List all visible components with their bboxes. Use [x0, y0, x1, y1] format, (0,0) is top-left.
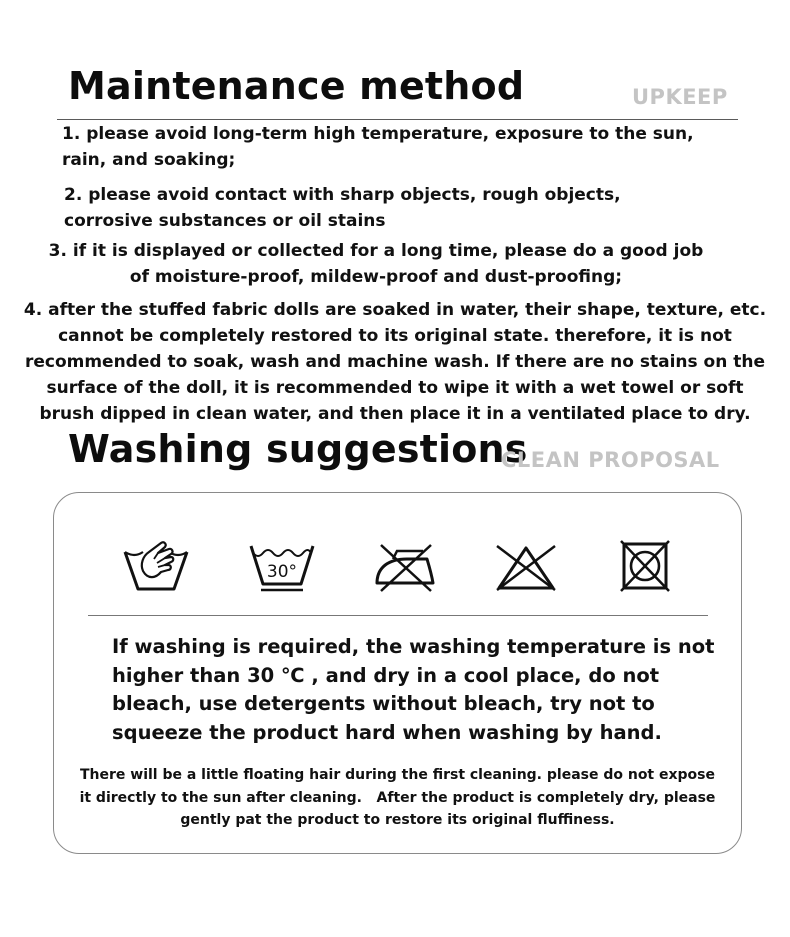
item-line: recommended to soak, wash and machine wash. If there are no stains on the [24, 352, 766, 372]
item-line: 4. after the stuffed fabric dolls are soaked in water, their shape, texture, etc. [23, 300, 767, 320]
wash-temp-label: 30° [266, 562, 298, 582]
washing-main-text [112, 633, 714, 747]
maintenance-divider [57, 119, 738, 120]
item-line: corrosive substances or oil stains [64, 211, 386, 231]
note-line: There will be a little floating hair during the first cleaning. please do not expose [79, 767, 715, 783]
item-line: 2. please avoid contact with sharp objects, rough objects, [64, 185, 621, 205]
main-line: If washing is required, the washing temperature is not [112, 635, 715, 658]
item-line: of moisture-proof, mildew-proof and dust-proofing; [129, 267, 623, 287]
do-not-iron-icon [373, 541, 437, 593]
washing-note [53, 764, 742, 832]
main-line: squeeze the product hard when washing by hand. [112, 720, 662, 744]
maintenance-item-3 [0, 238, 752, 290]
item-line: cannot be completely restored to its original state. therefore, it is not [58, 326, 732, 346]
washing-title: Washing suggestions [68, 427, 528, 471]
item-line: brush dipped in clean water, and then place it in a ventilated place to dry. [39, 404, 751, 424]
item-line: 3. if it is displayed or collected for a long time, please do a good job [48, 241, 704, 261]
maintenance-item-4 [0, 297, 790, 427]
maintenance-title: Maintenance method [68, 64, 525, 108]
do-not-bleach-icon [493, 542, 559, 592]
main-line: higher than 30 ℃ , and dry in a cool place, do not [112, 663, 660, 687]
note-line: it directly to the sun after cleaning. After the product is completely dry, please [79, 789, 716, 806]
item-line: rain, and soaking; [62, 150, 236, 170]
hand-wash-icon [121, 538, 191, 594]
do-not-tumble-dry-icon [618, 538, 672, 594]
main-line: bleach, use detergents without bleach, try not to [112, 692, 655, 715]
washing-subtitle: CLEAN PROPOSAL [501, 448, 720, 472]
wash-30-icon [247, 540, 317, 594]
card-divider [88, 615, 708, 616]
maintenance-subtitle: UPKEEP [632, 85, 728, 109]
item-line: 1. please avoid long-term high temperature, exposure to the sun, [62, 124, 694, 144]
maintenance-item-1 [62, 121, 694, 173]
note-line: gently pat the product to restore its original fluffiness. [180, 812, 615, 828]
item-line: surface of the doll, it is recommended to wipe it with a wet towel or soft [46, 378, 744, 398]
maintenance-item-2 [64, 182, 621, 234]
